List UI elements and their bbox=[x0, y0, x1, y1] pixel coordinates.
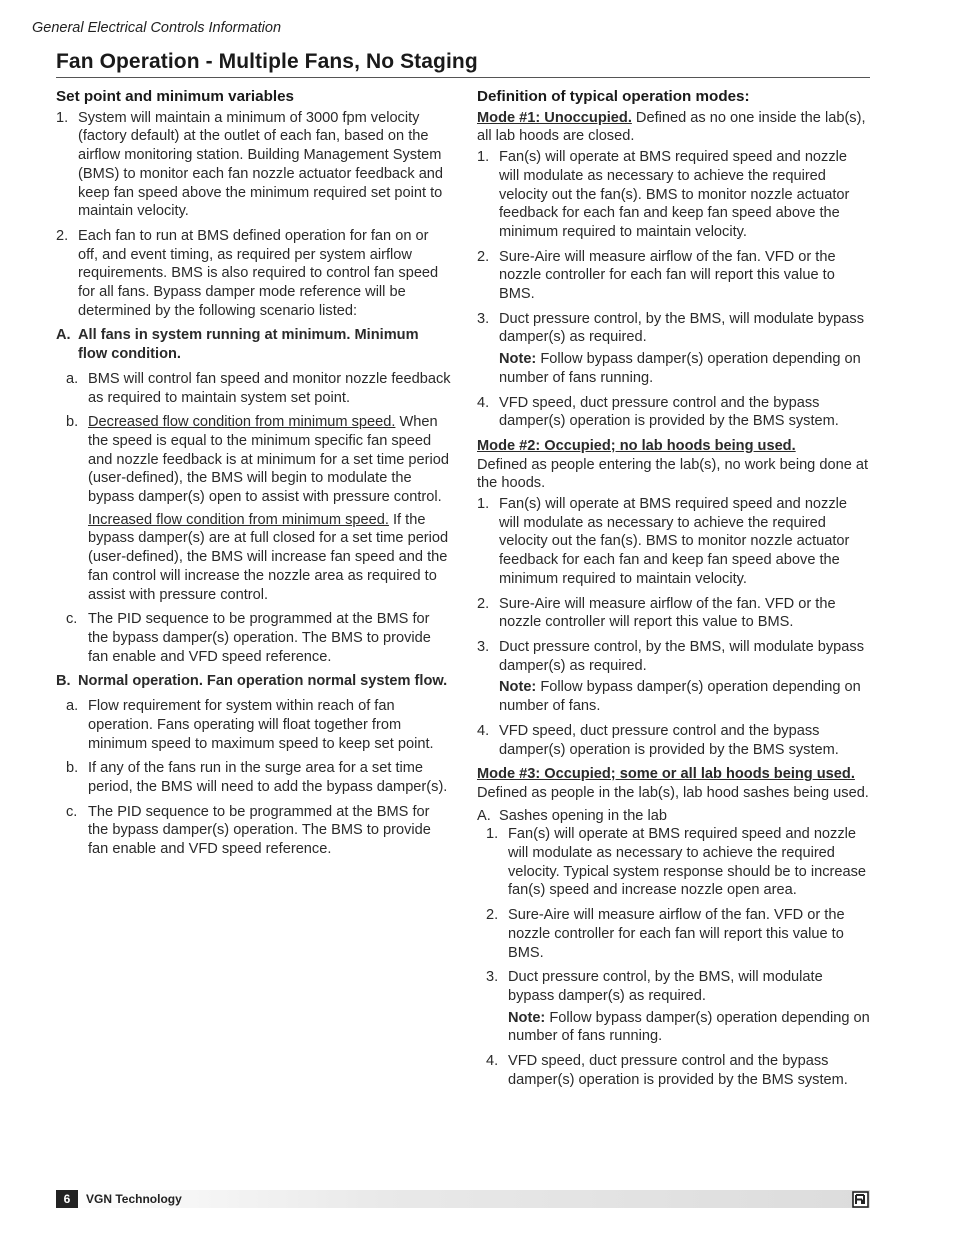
item-text: Sure-Aire will measure airflow of the fan. VFD or the nozzle controller for each fan will report this value to BMS. bbox=[508, 907, 845, 961]
mode-description: Defined as no one inside the lab(s), all lab hoods are closed. bbox=[477, 109, 866, 145]
list-item bbox=[56, 413, 451, 507]
underlined-phrase: Increased flow condition from minimum speed. bbox=[88, 511, 389, 528]
item-letter: a. bbox=[66, 698, 79, 715]
item-text: System will maintain a minimum of 3000 fpm velocity (factory default) at the outlet of each fan, based on the airflow monitoring station. Building Management System (BMS) to monitor each fan nozzle actuator feedback and keep fan speed above the minimum required set point to maintain velocity. bbox=[78, 109, 444, 220]
mode-label: Mode #2: Occupied; no lab hoods being used. bbox=[477, 437, 796, 454]
note-text: Follow bypass damper(s) operation depending on number of fans running. bbox=[508, 1009, 870, 1045]
item-number: 1. bbox=[477, 496, 490, 513]
item-text: Fan(s) will operate at BMS required speed and nozzle will modulate as necessary to achieve the required velocity out the fan(s). BMS to monitor nozzle actuator feedback for each fan and keep fan speed above the minimum required to maintain velocity. bbox=[499, 149, 850, 240]
item-number: 2. bbox=[477, 595, 490, 612]
item-text: Fan(s) will operate at BMS required speed and nozzle will modulate as necessary to achieve the required velocity. Typical system response should be to increase fan(s) speed and increase nozzle open area. bbox=[508, 826, 866, 899]
item-text bbox=[88, 413, 451, 507]
mode-label: Mode #3: Occupied; some or all lab hoods being used. bbox=[477, 766, 855, 783]
item-number: 3. bbox=[477, 310, 490, 327]
list-item bbox=[56, 370, 451, 407]
item-text: BMS will control fan speed and monitor nozzle feedback as required to maintain system set point. bbox=[88, 370, 451, 406]
list-item bbox=[56, 109, 451, 221]
item-text: Sashes opening in the lab bbox=[499, 807, 667, 824]
paragraph-text: When the speed is equal to the minimum specific fan speed and nozzle feedback is at minimum for a set time period (user-defined), the BMS will begin to modulate the bypass damper(s) open to assist with pressure control. bbox=[88, 414, 449, 506]
item-letter: c. bbox=[66, 803, 78, 820]
note bbox=[477, 1009, 871, 1046]
item-text: VFD speed, duct pressure control and the bypass damper(s) operation is provided by the BMS system. bbox=[499, 394, 839, 430]
item-number: 4. bbox=[477, 722, 490, 739]
item-number: 3. bbox=[477, 638, 490, 655]
item-text: If any of the fans run in the surge area for a set time period, the BMS will need to add the bypass damper(s). bbox=[88, 760, 448, 795]
list-item bbox=[477, 495, 871, 589]
item-number: 1. bbox=[56, 109, 69, 126]
item-number: 1. bbox=[477, 149, 490, 166]
list-item bbox=[477, 394, 871, 431]
list-item bbox=[477, 638, 871, 675]
mode-label: Mode #1: Unoccupied. bbox=[477, 109, 632, 126]
item-text: The PID sequence to be programmed at the BMS for the bypass damper(s) operation. The BMS to provide fan enable and VFD speed reference. bbox=[88, 611, 431, 665]
title-divider bbox=[56, 77, 870, 78]
paragraph bbox=[56, 511, 451, 605]
left-column bbox=[56, 88, 451, 865]
paragraph-text: If the bypass damper(s) are at full closed for a set time period (user-defined), the BMS will increase fan speed and the fan control will increase the nozzle area as required to assist with pressure control. bbox=[88, 511, 449, 603]
list-item bbox=[56, 227, 451, 321]
mode-1-intro bbox=[477, 109, 871, 146]
item-number: 3. bbox=[486, 969, 499, 986]
item-number: 1. bbox=[486, 826, 499, 843]
item-letter: b. bbox=[66, 760, 79, 777]
underlined-phrase: Decreased flow condition from minimum speed. bbox=[88, 414, 396, 431]
list-item bbox=[477, 148, 871, 242]
list-item bbox=[477, 906, 871, 962]
scenario-a-heading bbox=[56, 326, 451, 363]
item-number: 4. bbox=[486, 1053, 499, 1070]
item-text: The PID sequence to be programmed at the BMS for the bypass damper(s) operation. The BMS to provide fan enable and VFD speed reference. bbox=[88, 803, 431, 858]
item-text: Duct pressure control, by the BMS, will modulate bypass damper(s) as required. bbox=[499, 310, 865, 346]
note-text: Follow bypass damper(s) operation depending on number of fans. bbox=[499, 679, 861, 715]
item-number: 2. bbox=[486, 907, 499, 924]
item-number: A. bbox=[56, 327, 71, 344]
note-label: Note: bbox=[508, 1009, 546, 1026]
mode-description: Defined as people entering the lab(s), no work being done at the hoods. bbox=[477, 456, 869, 492]
item-text: Sure-Aire will measure airflow of the fan. VFD or the nozzle controller for each fan will report this value to BMS. bbox=[499, 248, 836, 303]
item-text: All fans in system running at minimum. Minimum flow condition. bbox=[78, 327, 419, 363]
list-item bbox=[477, 248, 871, 304]
page-number: 6 bbox=[56, 1190, 78, 1208]
item-letter: b. bbox=[66, 414, 79, 431]
list-item bbox=[56, 697, 451, 753]
mode-description: Defined as people in the lab(s), lab hood sashes being used. bbox=[477, 784, 869, 801]
note-text: Follow bypass damper(s) operation depending on number of fans running. bbox=[499, 351, 861, 386]
note-label: Note: bbox=[499, 351, 537, 368]
list-item bbox=[477, 310, 871, 347]
note-label: Note: bbox=[499, 679, 537, 696]
footer-product-label: VGN Technology bbox=[86, 1192, 182, 1206]
list-item bbox=[56, 759, 451, 796]
note bbox=[477, 350, 871, 387]
item-text: Normal operation. Fan operation normal system flow. bbox=[78, 673, 448, 690]
running-head: General Electrical Controls Information bbox=[32, 20, 282, 36]
item-number: 4. bbox=[477, 394, 490, 411]
item-number: A. bbox=[477, 807, 491, 824]
item-text: VFD speed, duct pressure control and the bypass damper(s) operation is provided by the BMS system. bbox=[499, 722, 839, 758]
sashes-heading bbox=[477, 807, 871, 826]
page-title: Fan Operation - Multiple Fans, No Staging bbox=[56, 50, 478, 73]
company-logo-icon bbox=[852, 1191, 869, 1208]
list-item bbox=[477, 825, 871, 900]
item-text: Duct pressure control, by the BMS, will modulate bypass damper(s) as required. bbox=[499, 638, 865, 674]
item-text: Fan(s) will operate at BMS required speed and nozzle will modulate as necessary to achieve the required velocity out the fan(s). BMS to monitor nozzle actuator feedback for each fan and keep fan speed above the minimum required to maintain velocity. bbox=[499, 496, 850, 587]
item-number: 2. bbox=[477, 248, 490, 265]
item-text: Sure-Aire will measure airflow of the fan. VFD or the nozzle controller will report this value to BMS. bbox=[499, 595, 836, 631]
list-item bbox=[477, 1052, 871, 1089]
item-letter: c. bbox=[66, 611, 78, 628]
mode-3-intro bbox=[477, 765, 871, 802]
right-column bbox=[477, 88, 871, 1095]
item-text: Each fan to run at BMS defined operation for fan on or off, and event timing, as required per system airflow requirements. BMS is also required to control fan speed for all fans. Bypass damper mode reference will be determined by the following scenario listed: bbox=[78, 227, 439, 319]
item-text: Duct pressure control, by the BMS, will modulate bypass damper(s) as required. bbox=[508, 969, 823, 1004]
list-item bbox=[477, 968, 871, 1005]
mode-2-intro bbox=[477, 437, 871, 493]
list-item bbox=[477, 722, 871, 759]
list-item bbox=[56, 803, 451, 859]
note bbox=[477, 678, 871, 715]
list-item bbox=[56, 610, 451, 666]
item-number: 2. bbox=[56, 227, 69, 244]
item-number: B. bbox=[56, 673, 71, 690]
item-text: Flow requirement for system within reach of fan operation. Fans operating will float together from minimum speed to maximum speed to keep set point. bbox=[88, 698, 434, 752]
list-item bbox=[477, 595, 871, 632]
section-heading-setpoint: Set point and minimum variables bbox=[56, 88, 294, 105]
item-letter: a. bbox=[66, 370, 79, 387]
section-heading-modes: Definition of typical operation modes: bbox=[477, 88, 750, 105]
scenario-b-heading bbox=[56, 672, 451, 691]
item-text: VFD speed, duct pressure control and the bypass damper(s) operation is provided by the BMS system. bbox=[508, 1053, 848, 1088]
